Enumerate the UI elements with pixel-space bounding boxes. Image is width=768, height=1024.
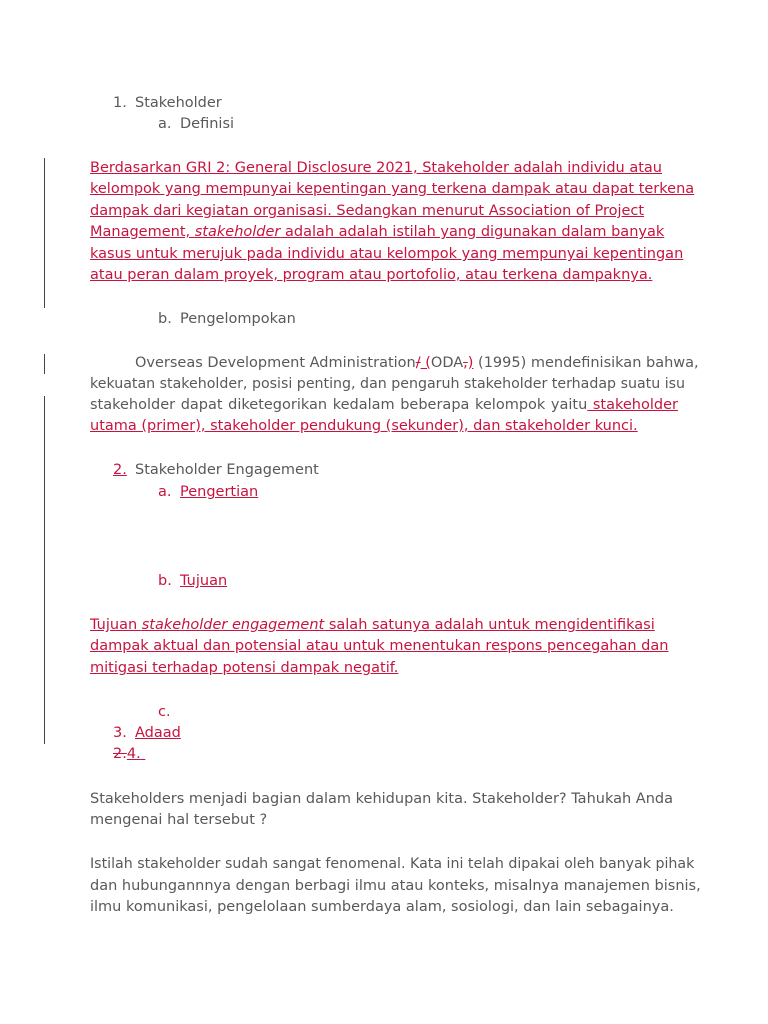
oda-text: Overseas Development Administration [135, 355, 416, 371]
subheading-text: Definisi [180, 116, 235, 132]
inserted-text: ) [467, 355, 474, 371]
tujuan-text: salah satunya adalah untuk mengidentifikasi [324, 617, 655, 633]
oda-text: ODA [430, 355, 464, 371]
list-item-adaad [113, 723, 181, 744]
subheading-tujuan [158, 571, 227, 592]
subheading-pengertian [158, 482, 258, 503]
definition-line: Berdasarkan GRI 2: General Disclosure 2021, Stakeholder adalah individu atau [90, 160, 662, 176]
oda-text: stakeholder dapat diketegorikan kedalam beberapa kelompok yaitu [90, 397, 588, 413]
list-letter: c. [158, 704, 171, 720]
oda-line [135, 353, 699, 374]
istilah-line: dan hubungannnya dengan berbagi ilmu atau konteks, misalnya manajemen bisnis, [90, 878, 701, 894]
oda-text: (1995) mendefinisikan bahwa, [473, 355, 699, 371]
oda-line [90, 395, 678, 416]
change-bar [44, 396, 45, 744]
definition-italic: stakeholder [194, 224, 281, 240]
definition-line [90, 222, 664, 243]
definition-line: dampak dari kegiatan organisasi. Sedangkan menurut Association of Project [90, 203, 645, 219]
empty-inserted-space [141, 744, 181, 765]
list-number: 4. [126, 746, 141, 762]
deleted-text: / [415, 355, 421, 371]
list-number: 3. [113, 725, 127, 741]
tujuan-italic: stakeholder engagement [141, 617, 325, 633]
list-letter: b. [158, 311, 172, 327]
subheading-text: Pengelompokan [180, 311, 296, 327]
list-letter: a. [158, 116, 172, 132]
heading-stakeholder-engagement [113, 460, 319, 481]
change-bar [44, 158, 45, 308]
intro-line: mengenai hal tersebut ? [90, 812, 268, 828]
tujuan-line: dampak aktual dan potensial atau untuk menentukan respons pencegahan dan [90, 638, 669, 654]
list-item-c [158, 702, 180, 723]
inserted-text: stakeholder [587, 397, 678, 413]
tujuan-line [90, 615, 655, 636]
change-bar [44, 354, 45, 374]
tujuan-line: mitigasi terhadap potensi dampak negatif. [90, 660, 399, 676]
subheading-pengelompokan [158, 309, 296, 330]
list-letter: a. [158, 484, 172, 500]
oda-line: kekuatan stakeholder, posisi penting, dan pengaruh stakeholder terhadap suatu isu [90, 376, 686, 392]
deleted-text: 2. [113, 746, 127, 762]
list-letter: b. [158, 573, 172, 589]
istilah-line: ilmu komunikasi, pengelolaan sumberdaya alam, sosiologi, dan lain sebagainya. [90, 899, 674, 915]
definition-line: kasus untuk merujuk pada individu atau kelompok yang mempunyai kepentingan [90, 246, 684, 262]
tujuan-text: Tujuan [90, 617, 142, 633]
list-number: 1. [113, 95, 127, 111]
intro-line: Stakeholders menjadi bagian dalam kehidupan kita. Stakeholder? Tahukah Anda [90, 791, 673, 807]
subheading-text: Pengertian [180, 484, 259, 500]
list-item-text: Adaad [135, 725, 181, 741]
oda-line: utama (primer), stakeholder pendukung (sekunder), dan stakeholder kunci. [90, 418, 638, 434]
definition-line: kelompok yang mempunyai kepentingan yang terkena dampak atau dapat terkena [90, 181, 695, 197]
heading-text: Stakeholder [135, 95, 222, 111]
inserted-text: ( [420, 355, 431, 371]
list-number: 2. [113, 462, 127, 478]
definition-line: atau peran dalam proyek, program atau portofolio, atau terkena dampaknya. [90, 267, 653, 283]
definition-text: adalah adalah istilah yang digunakan dalam banyak [280, 224, 665, 240]
list-item-4 [113, 744, 181, 765]
heading-text: Stakeholder Engagement [135, 462, 319, 478]
subheading-definisi [158, 114, 234, 135]
istilah-line: Istilah stakeholder sudah sangat fenomenal. Kata ini telah dipakai oleh banyak pihak [90, 856, 695, 872]
deleted-text: , [463, 355, 468, 371]
subheading-text: Tujuan [180, 573, 228, 589]
heading-stakeholder [113, 93, 222, 114]
definition-text: Management, [90, 224, 195, 240]
